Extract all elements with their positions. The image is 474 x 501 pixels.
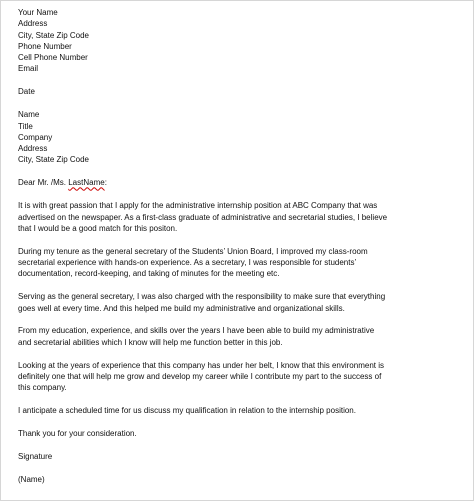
signer-name: (Name) bbox=[18, 474, 45, 484]
sender-cell: Cell Phone Number bbox=[18, 53, 88, 63]
letter-date: Date bbox=[18, 87, 35, 97]
recipient-block bbox=[18, 109, 466, 165]
body-paragraph-3 bbox=[18, 291, 466, 314]
paragraph-line: I anticipate a scheduled time for us discuss my qualification in relation to the internship position. bbox=[18, 406, 356, 416]
salutation-prefix: Dear Mr. /Ms. bbox=[18, 178, 69, 188]
body-paragraph-4 bbox=[18, 325, 466, 348]
paragraph-line: goes well at every time. And this helped me build my administrative and organizational skills. bbox=[18, 303, 345, 313]
closing-block bbox=[18, 451, 466, 485]
body-paragraph-6 bbox=[18, 405, 466, 416]
spacer bbox=[18, 75, 466, 87]
recipient-name: Name bbox=[18, 110, 40, 120]
paragraph-line: this company. bbox=[18, 383, 67, 393]
recipient-company: Company bbox=[18, 132, 53, 142]
salutation bbox=[18, 177, 466, 188]
spacer bbox=[18, 393, 466, 405]
sender-city: City, State Zip Code bbox=[18, 30, 89, 40]
recipient-city: City, State Zip Code bbox=[18, 155, 89, 165]
paragraph-line: Serving as the general secretary, I was also charged with the responsibility to make sure that everything bbox=[18, 292, 386, 302]
sender-phone: Phone Number bbox=[18, 41, 72, 51]
paragraph-line: From my education, experience, and skills over the years I have been able to build my administrative bbox=[18, 326, 375, 336]
spacer bbox=[18, 98, 466, 110]
paragraph-line: Looking at the years of experience that this company has under her belt, I know that this environment is bbox=[18, 360, 384, 370]
recipient-title: Title bbox=[18, 121, 33, 131]
spacer bbox=[18, 416, 466, 428]
paragraph-line: During my tenure as the general secretary of the Students’ Union Board, I improved my class-room bbox=[18, 246, 368, 256]
sender-address: Address bbox=[18, 19, 48, 29]
spacer bbox=[18, 234, 466, 246]
spacer bbox=[18, 462, 466, 474]
cover-letter bbox=[18, 7, 466, 485]
paragraph-line: documentation, record-keeping, and taking of minutes for the meeting etc. bbox=[18, 269, 280, 279]
paragraph-line: advertised on the newspaper. As a first-class graduate of administrative and secretarial studies, I believe bbox=[18, 212, 388, 222]
sender-email: Email bbox=[18, 64, 39, 74]
sender-block bbox=[18, 7, 466, 75]
paragraph-line: It is with great passion that I apply for the administrative internship position at ABC Company that was bbox=[18, 201, 378, 211]
body-paragraph-1 bbox=[18, 200, 466, 234]
spacer bbox=[18, 166, 466, 178]
paragraph-line: secretarial experience with hands-on experience. As a secretary, I was responsible for students’ bbox=[18, 258, 357, 268]
recipient-address: Address bbox=[18, 144, 48, 154]
salutation-suffix: : bbox=[104, 178, 107, 188]
spacer bbox=[18, 314, 466, 326]
signature-line: Signature bbox=[18, 451, 53, 461]
salutation-lastname: LastName bbox=[68, 178, 105, 188]
body-paragraph-7 bbox=[18, 428, 466, 439]
spacer bbox=[18, 348, 466, 360]
paragraph-line: and secretarial abilities which I know will help me function better in this job. bbox=[18, 337, 283, 347]
paragraph-line: Thank you for your consideration. bbox=[18, 428, 137, 438]
paragraph-line: definitely one that will help me grow and develop my career while I contribute my part to the success of bbox=[18, 371, 382, 381]
body-paragraph-2 bbox=[18, 246, 466, 280]
spacer bbox=[18, 189, 466, 201]
spacer bbox=[18, 280, 466, 292]
spacer bbox=[18, 439, 466, 451]
body-paragraph-5 bbox=[18, 360, 466, 394]
sender-name: Your Name bbox=[18, 8, 58, 17]
paragraph-line: that I would be a good match for this positon. bbox=[18, 223, 178, 233]
